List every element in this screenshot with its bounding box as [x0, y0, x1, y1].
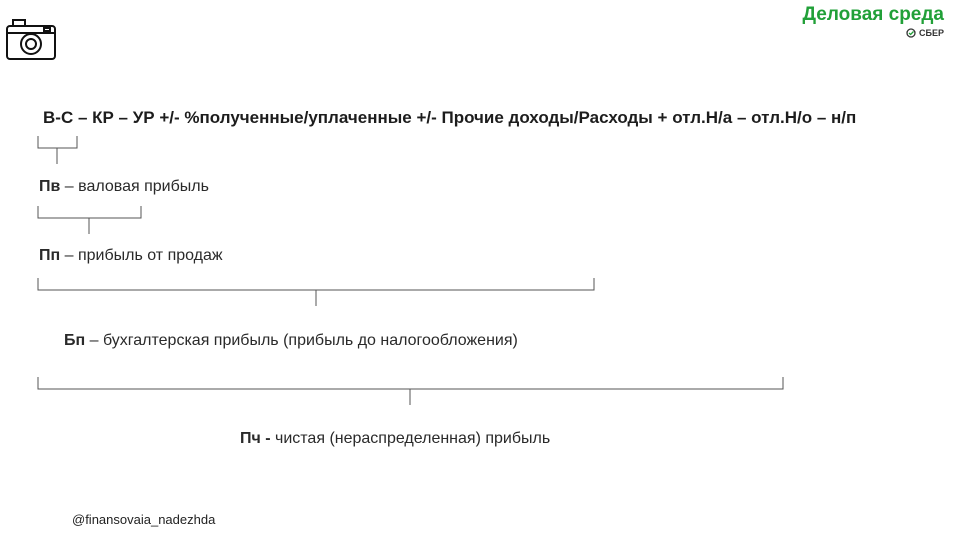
abbr-sales: Пп: [39, 247, 61, 264]
abbr-net: Пч -: [240, 430, 271, 447]
profit-formula: В-С – КР – УР +/- %полученные/уплаченные +/- Прочие доходы/Расходы + отл.Н/а – отл.Н/о – н/п: [43, 108, 857, 127]
brace-accounting: [37, 278, 597, 310]
brand-block: [803, 4, 945, 38]
definition-net-profit: [240, 430, 550, 448]
brace-gross: [37, 136, 79, 168]
text-sales: – прибыль от продаж: [60, 247, 223, 264]
definition-gross-profit: [39, 178, 209, 196]
camera-icon: [4, 16, 58, 62]
definition-accounting-profit: [64, 332, 518, 350]
text-net: чистая (нераспределенная) прибыль: [270, 430, 551, 447]
brace-net: [37, 377, 787, 409]
abbr-gross: Пв: [39, 178, 61, 195]
brace-sales: [37, 206, 143, 238]
text-accounting: – бухгалтерская прибыль (прибыль до налогообложения): [85, 332, 518, 349]
brand-sub: [803, 28, 945, 38]
abbr-accounting: Бп: [64, 332, 86, 349]
definition-sales-profit: [39, 247, 223, 265]
brand-title: Деловая среда: [802, 4, 944, 25]
author-handle: @finansovaia_nadezhda: [72, 512, 216, 527]
brand-sub-label: СБЕР: [919, 28, 944, 38]
text-gross: – валовая прибыль: [60, 178, 209, 195]
sber-logo-icon: [906, 28, 916, 38]
